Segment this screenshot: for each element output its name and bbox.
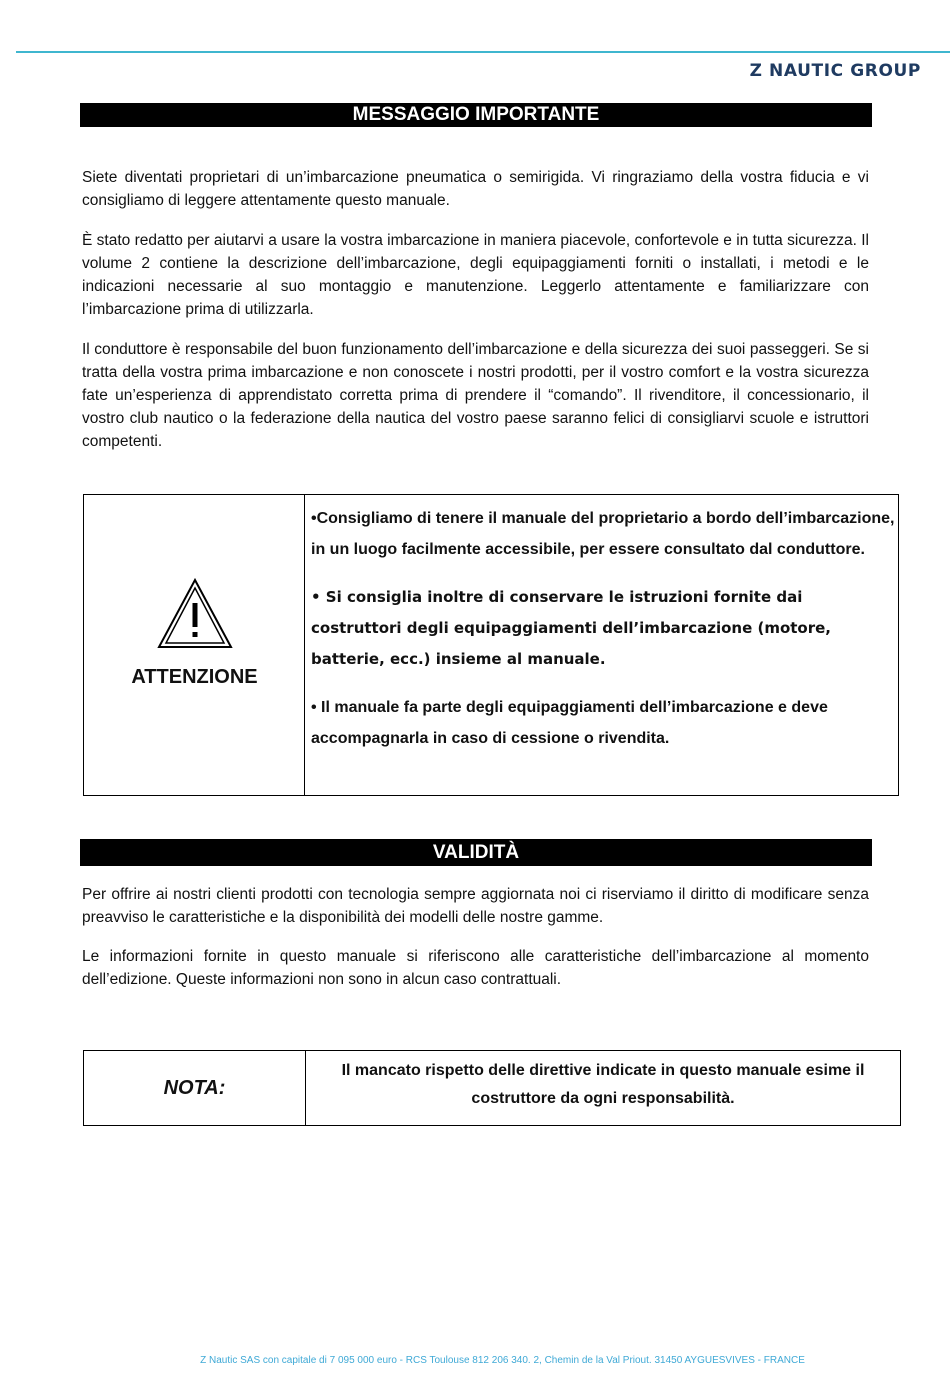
note-text: Il mancato rispetto delle direttive indicate in questo manuale esime il costruttore da ogni responsabilità. — [341, 1062, 865, 1107]
validity-paragraph: Per offrire ai nostri clienti prodotti con tecnologia sempre aggiornata noi ci riserviamo il diritto di modificare senza preavviso le caratteristiche e la disponibilità dei modelli delle nostre gamme. — [82, 886, 869, 926]
information-paragraph: Le informazioni fornite in questo manuale si riferiscono alle caratteristiche dell’imbarcazione al momento dell’edizione. Queste informazioni non sono in alcun caso contrattuali. — [82, 948, 869, 988]
warning-box — [83, 494, 899, 796]
purpose-paragraph: È stato redatto per aiutarvi a usare la vostra imbarcazione in maniera piacevole, confortevole e in tutta sicurezza. Il volume 2 contiene la descrizione dell’imbarcazione, degli equipaggiamenti forniti o installati, i metodi e le indicazioni necessarie al suo montaggio e manutenzione. Leggerlo attentamente e familiarizzare con l’imbarcazione prima di utilizzarla. — [82, 232, 869, 318]
company-logo: Z NAUTIC GROUP — [749, 61, 921, 81]
warning-bullet: •Consigliamo di tenere il manuale del proprietario a bordo dell’imbarcazione, in un luogo facilmente accessibile, per essere consultato dal conduttore. — [311, 510, 895, 558]
note-box — [83, 1050, 901, 1126]
section-title-messaggio: MESSAGGIO IMPORTANTE — [80, 103, 872, 127]
warning-triangle-icon — [156, 577, 234, 651]
warning-label-cell — [84, 495, 305, 795]
warning-bullet: • Si consiglia inoltre di conservare le istruzioni fornite dai costruttori degli equipaggiamenti dell’imbarcazione (motore, batterie, ecc.) insieme al manuale. — [311, 588, 831, 668]
warning-bullet: • Il manuale fa parte degli equipaggiamenti dell’imbarcazione e deve accompagnarla in caso di cessione o rivendita. — [311, 699, 828, 747]
warning-content — [311, 503, 895, 771]
section-title-validita: VALIDITÀ — [80, 839, 872, 866]
header-rule — [16, 51, 950, 53]
responsibility-paragraph: Il conduttore è responsabile del buon funzionamento dell’imbarcazione e della sicurezza dei suoi passeggeri. Se si tratta della vostra prima imbarcazione e non conoscete i nostri prodotti, per il vostro comfort e la vostra sicurezza fate un’esperienza di apprendistato corretta prima di prendere il “comando”. Il rivenditore, il concessionario, il vostro club nautico o la federazione della nautica del vostro paese saranno felici di consigliarvi scuole e istruttori competenti. — [82, 341, 869, 450]
note-label: NOTA: — [84, 1051, 306, 1125]
footer-legal-text: Z Nautic SAS con capitale di 7 095 000 euro - RCS Toulouse 812 206 340. 2, Chemin de la Val Priout. 31450 AYGUESVIVES - FRANCE — [200, 1355, 805, 1366]
warning-label: ATTENZIONE — [131, 666, 258, 688]
intro-paragraph: Siete diventati proprietari di un’imbarcazione pneumatica o semirigida. Vi ringraziamo della vostra fiducia e vi consigliamo di leggere attentamente questo manuale. — [82, 169, 869, 209]
